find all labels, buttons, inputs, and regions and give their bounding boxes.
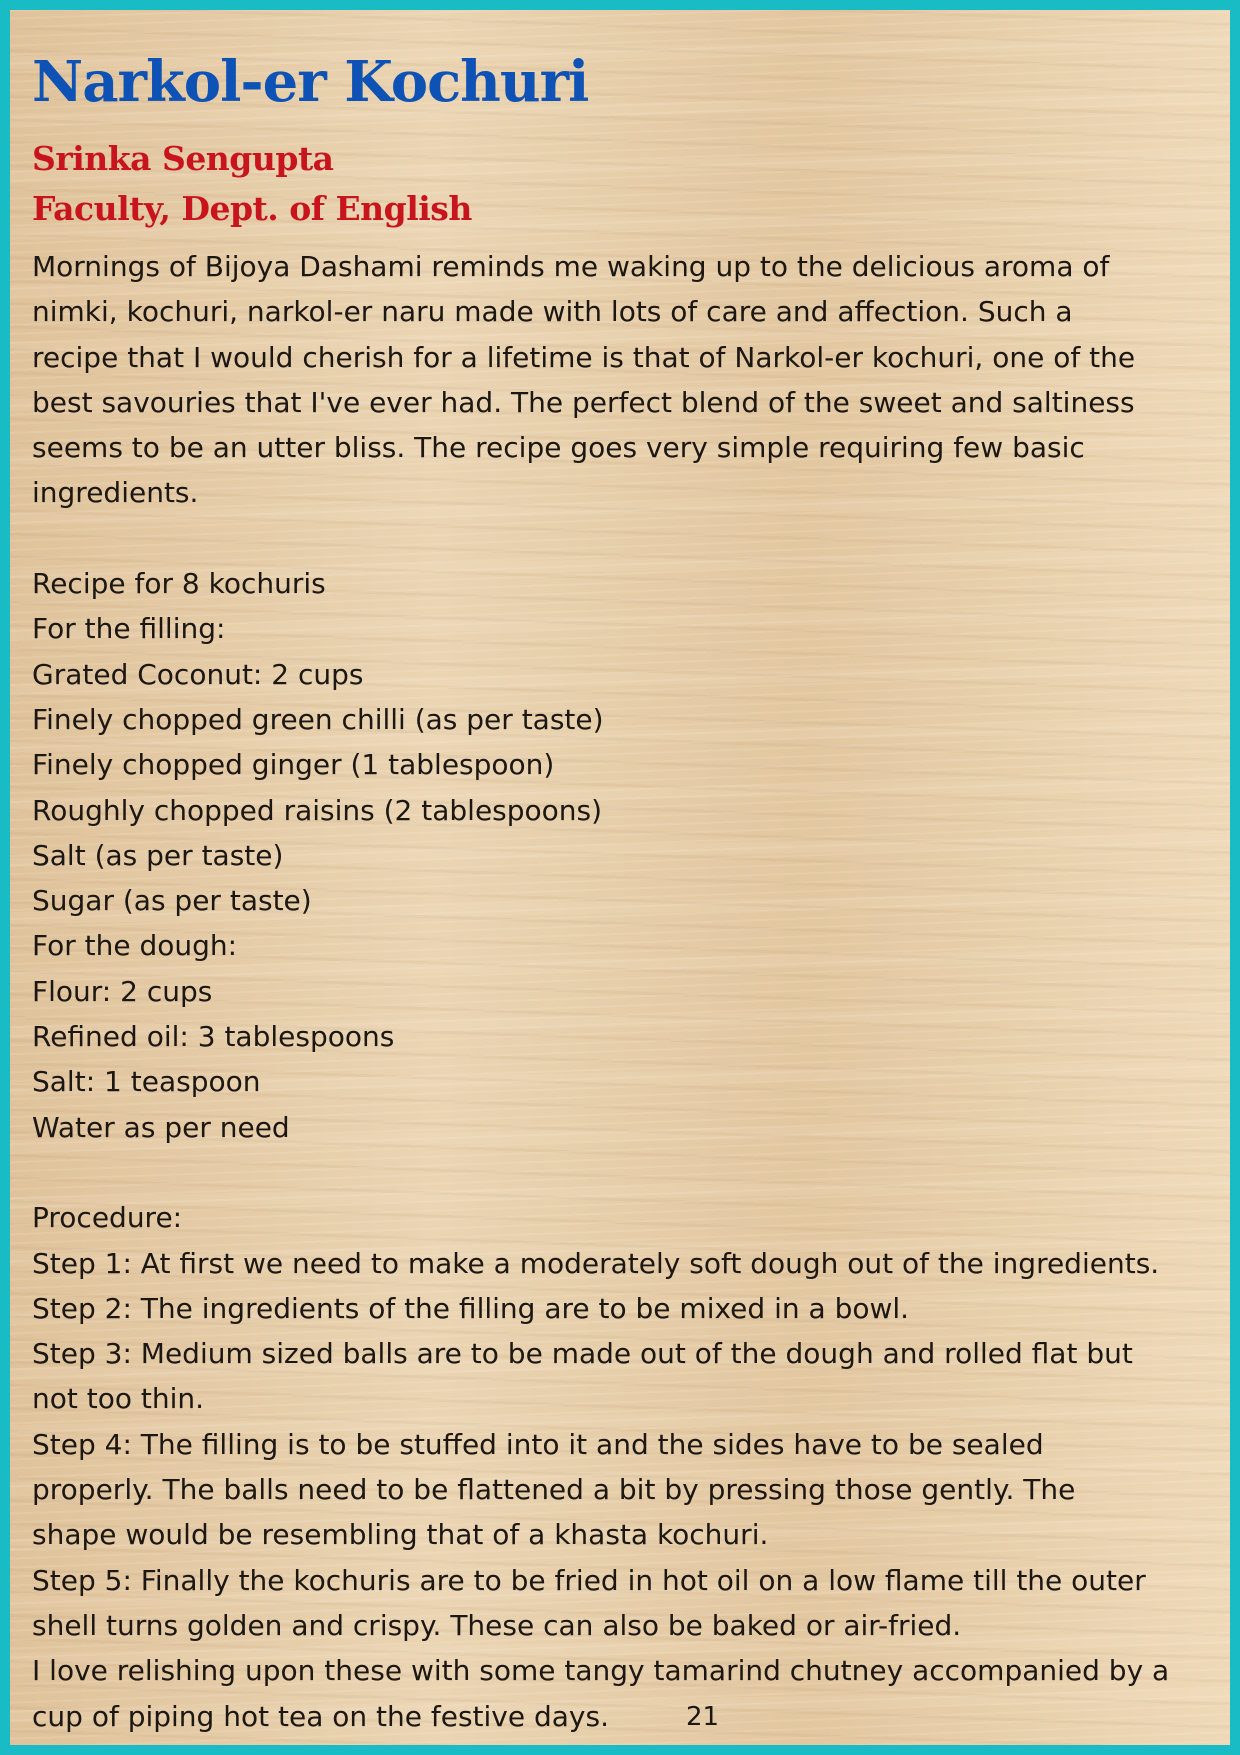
spacer [32,516,1230,561]
intro-line: ingredients. [32,476,199,510]
procedure-heading: Procedure: [32,1201,183,1235]
procedure-line: Step 2: The ingredients of the filling are to be mixed in a bowl. [32,1291,910,1325]
filling-item: Roughly chopped raisins (2 tablespoons) [32,793,603,827]
procedure-line: Step 4: The filling is to be stuffed into it and the sides have to be sealed [32,1427,1044,1461]
ingredients-section [32,561,1230,1150]
serves-line: Recipe for 8 kochuris [32,567,326,601]
procedure-line: Step 3: Medium sized balls are to be made out of the dough and rolled flat but [32,1337,1133,1371]
spacer [32,1150,1230,1195]
intro-line: nimki, kochuri, narkol-er naru made with lots of care and affection. Such a [32,295,1073,329]
dough-item: Flour: 2 cups [32,974,213,1008]
dough-item: Refined oil: 3 tablespoons [32,1020,395,1054]
procedure-line: shell turns golden and crispy. These can also be baked or air-fried. [32,1608,962,1642]
intro-line: seems to be an utter bliss. The recipe goes very simple requiring few basic [32,431,1085,465]
recipe-title: Narkol-er Kochuri [32,49,589,115]
recipe-page [32,32,1230,1743]
filling-heading: For the filling: [32,612,226,646]
intro-line: best savouries that I've ever had. The perfect blend of the sweet and saltiness [32,385,1135,419]
author-name: Srinka Sengupta [32,139,334,178]
dough-heading: For the dough: [32,929,238,963]
filling-item: Sugar (as per taste) [32,884,312,918]
intro-line: Mornings of Bijoya Dashami reminds me waking up to the delicious aroma of [32,250,1110,283]
author-affiliation: Faculty, Dept. of English [32,189,472,228]
dough-item: Salt: 1 teaspoon [32,1065,261,1099]
filling-item: Salt (as per taste) [32,838,284,872]
procedure-section [32,1195,1230,1739]
dough-item: Water as per need [32,1110,290,1144]
procedure-line: not too thin. [32,1382,205,1416]
page-number: 21 [686,1702,720,1732]
filling-item: Finely chopped green chilli (as per taste) [32,702,604,736]
procedure-line: shape would be resembling that of a khasta kochuri. [32,1518,769,1552]
intro-paragraph [32,244,1230,516]
procedure-line: I love relishing upon these with some tangy tamarind chutney accompanied by a [32,1654,1170,1688]
filling-item: Finely chopped ginger (1 tablespoon) [32,748,555,782]
filling-item: Grated Coconut: 2 cups [32,657,364,691]
procedure-line: Step 1: At first we need to make a moderately soft dough out of the ingredients. [32,1246,1160,1280]
intro-line: recipe that I would cherish for a lifetime is that of Narkol-er kochuri, one of the [32,340,1136,374]
procedure-line: Step 5: Finally the kochuris are to be fried in hot oil on a low flame till the outer [32,1563,1146,1597]
procedure-line: properly. The balls need to be flattened a bit by pressing those gently. The [32,1473,1076,1507]
procedure-line: cup of piping hot tea on the festive days. [32,1699,609,1733]
